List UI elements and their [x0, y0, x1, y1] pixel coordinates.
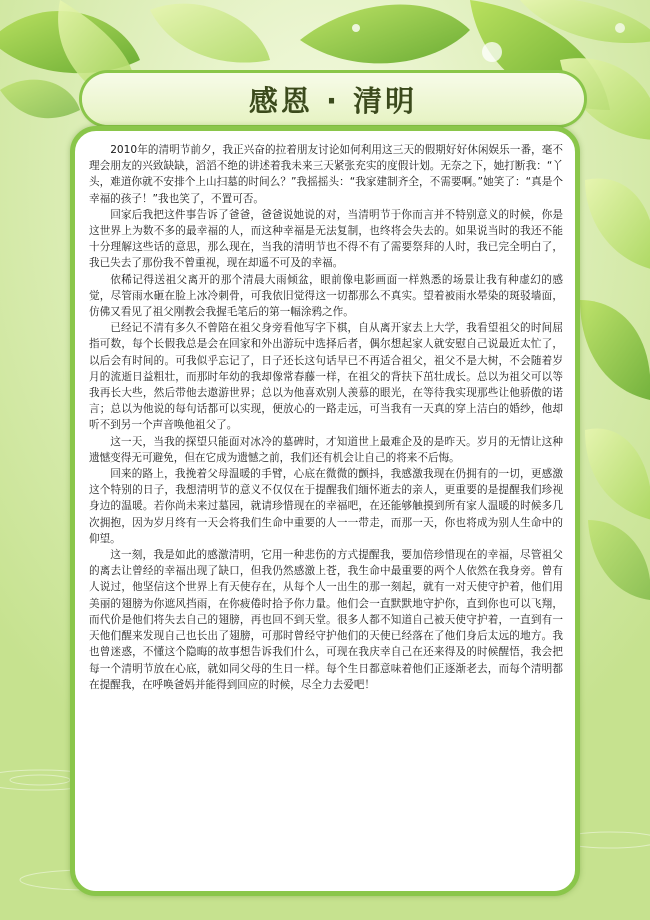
- paragraph: 回来的路上，我挽着父母温暖的手臂，心底在微微的颤抖，我感激我现在仍拥有的一切，更感激这个特别的日子，我想清明节的意义不仅仅在于提醒我们缅怀逝去的亲人，更重要的是提醒我们珍视身边的温暖。若你尚未来过墓园，就请珍惜现在的幸福吧，在还能够触摸到所有家人温暖的时候多几次拥抱，因为岁月终有一天会将我们生命中重要的人一一带走，而那一天，你也将成为别人生命中的仰望。: [89, 468, 563, 545]
- paragraph: 2010年的清明节前夕，我正兴奋的拉着朋友讨论如何利用这三天的假期好好休闲娱乐一番，毫不理会朋友的兴致缺缺，滔滔不绝的讲述着我未来三天紧张充实的度假计划。无奈之下，她打断我：“丫头，难道你就不安排个上山扫墓的时间么？”我摇摇头：“我家建制齐全，不需要啊。”她笑了：“真是个幸福的孩子！”我也笑了，不置可否。: [89, 144, 563, 205]
- article-panel: [70, 126, 580, 896]
- title-banner: [82, 73, 584, 125]
- paragraph: 这一天，当我的探望只能面对冰冷的墓碑时，才知道世上最难企及的是昨天。岁月的无情让这种遗憾变得无可避免，但在它成为遗憾之前，我们还有机会让自己的将来不后悔。: [89, 435, 563, 464]
- page-title: 感恩 · 清明: [248, 83, 418, 118]
- paragraph: 这一刻，我是如此的感激清明，它用一种悲伤的方式提醒我，要加倍珍惜现在的幸福，尽管祖父的离去让曾经的幸福出现了缺口，但我仍然感激上苍，我生命中最重要的两个人依然在我身旁。曾有人说过，他坚信这个世界上有天使存在，从每个人一出生的那一刻起，就有一对天使守护着，他们用美丽的翅膀为你遮风挡雨，在你疲倦时拾予你力量。他们会一直默默地守护你，直到你也可以飞翔，而代价是他们将失去自己的翅膀，再也回不到天堂。很多人都不知道自己被天使守护着，一直到有一天他们醒来发现自己也长出了翅膀，可那时曾经守护他们的天使已经落在了他们身后太远的地方。我也曾迷惑，不懂这个隐晦的故事想告诉我们什么，可现在我庆幸自己在还来得及的时候醒悟，我会把每一个清明节放在心底，就如同父母的生日一样。每个生日都意味着他们正逐渐老去，而每个清明都在提醒我，在呼唤爸妈并能得到回应的时候，尽全力去爱吧！: [89, 549, 563, 691]
- paragraph: 已经记不清有多久不曾陪在祖父身旁看他写字下棋，自从离开家去上大学，我看望祖父的时间屈指可数，每个长假我总是会在回家和外出游玩中选择后者，偶尔想起家人就安慰自己说最近太忙了，以后会有时间的。可我似乎忘记了，日子还长这句话早已不再适合祖父，祖父不是大树，不会随着岁月的流逝日益粗壮，而那时年幼的我却像常春藤一样，在祖父的背扶下茁壮成长。总以为祖父可以等我再长大些，然后带他去遨游世界；总以为他喜欢别人羡慕的眼光，在等待我实现那些让他骄傲的诺言；总以为他说的每句话都可以实现，便放心的一路走远，可当我有一天真的穿上洁白的婚纱，他却听不到另一个声音唤他祖父了。: [89, 322, 563, 432]
- paragraph: 依稀记得送祖父离开的那个清晨大雨倾盆，眼前像电影画面一样熟悉的场景让我有种虚幻的感觉，尽管雨水砸在脸上冰冷刺骨，可我依旧觉得这一切都那么不真实。望着被雨水晕染的斑驳墙面，仿佛又看见了祖父刚教会我握毛笔后的第一幅涂鸦之作。: [89, 273, 563, 319]
- paragraph: 回家后我把这件事告诉了爸爸，爸爸说她说的对，当清明节于你而言并不特别意义的时候，你是这世界上为数不多的最幸福的人，而这种幸福是无法复制，也终将会失去的。如果说当时的我还不能十分理解这些话的意思，那么现在，当我的清明节也不得不有了需要祭拜的人时，我已完全明白了，我已失去了那份我不曾重视，现在却遥不可及的幸福。: [89, 208, 563, 270]
